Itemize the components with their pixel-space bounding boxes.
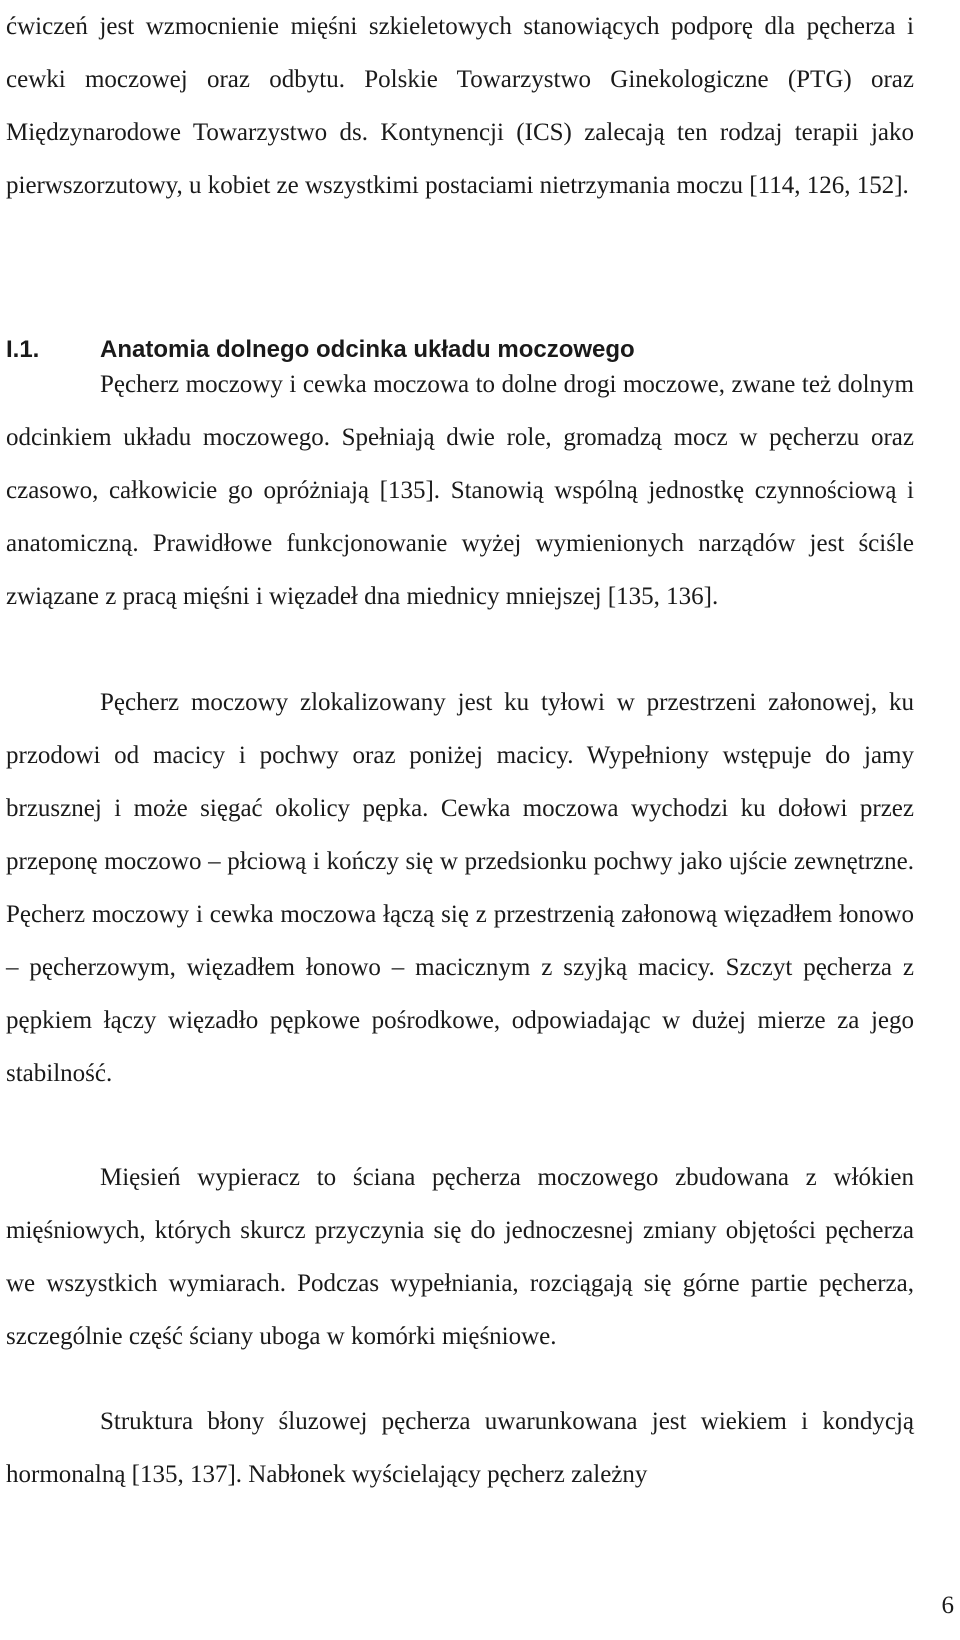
paragraph-bladder-location: Pęcherz moczowy zlokalizowany jest ku tyłowi w przestrzeni załonowej, ku przodowi od macicy i pochwy oraz poniżej macicy. Wypełniony wstępuje do jamy brzusznej i może sięgać okolicy pępka. Cewka moczowa wychodzi ku dołowi przez przeponę moczowo – płciową i kończy się w przedsionku pochwy jako ujście zewnętrzne. Pęcherz moczowy i cewka moczowa łączą się z przestrzenią załonową więzadłem łonowo – pęcherzowym, więzadłem łonowo – macicznym z szyjką macicy. Szczyt pęcherza z pępkiem łączy więzadło pępkowe pośrodkowe, odpowiadając w dużej mierze za jego stabilność. — [6, 689, 914, 1087]
intro-paragraph: ćwiczeń jest wzmocnienie mięśni szkieletowych stanowiących podporę dla pęcherza i cewki moczowej oraz odbytu. Polskie Towarzystwo Ginekologiczne (PTG) oraz Międzynarodowe Towarzystwo ds. Kontynencji (ICS) zalecają ten rodzaj terapii jako pierwszorzutowy, u kobiet ze wszystkimi postaciami nietrzymania moczu [114, 126, 152]. — [6, 13, 914, 199]
paragraph-urinary-tract-overview: Pęcherz moczowy i cewka moczowa to dolne drogi moczowe, zwane też dolnym odcinkiem układu moczowego. Spełniają dwie role, gromadzą mocz w pęcherzu oraz czasowo, całkowicie go opróżniają [135]. Stanowią wspólną jednostkę czynnościową i anatomiczną. Prawidłowe funkcjonowanie wyżej wymienionych narządów jest ściśle związane z pracą mięśni i więzadeł dna miednicy mniejszej [135, 136]. — [6, 371, 914, 610]
section-number: I.1. — [6, 336, 40, 363]
page-number: 6 — [941, 1592, 954, 1619]
section-title: Anatomia dolnego odcinka układu moczowego — [100, 336, 635, 363]
paragraph-mucosa-structure: Struktura błony śluzowej pęcherza uwarunkowana jest wiekiem i kondycją hormonalną [135, 137]. Nabłonek wyścielający pęcherz zależny — [6, 1408, 914, 1488]
paragraph-detrusor-muscle: Mięsień wypieracz to ściana pęcherza moczowego zbudowana z włókien mięśniowych, których skurcz przyczynia się do jednoczesnej zmiany objętości pęcherza we wszystkich wymiarach. Podczas wypełniania, rozciągają się górne partie pęcherza, szczególnie część ściany uboga w komórki mięśniowe. — [6, 1164, 914, 1350]
